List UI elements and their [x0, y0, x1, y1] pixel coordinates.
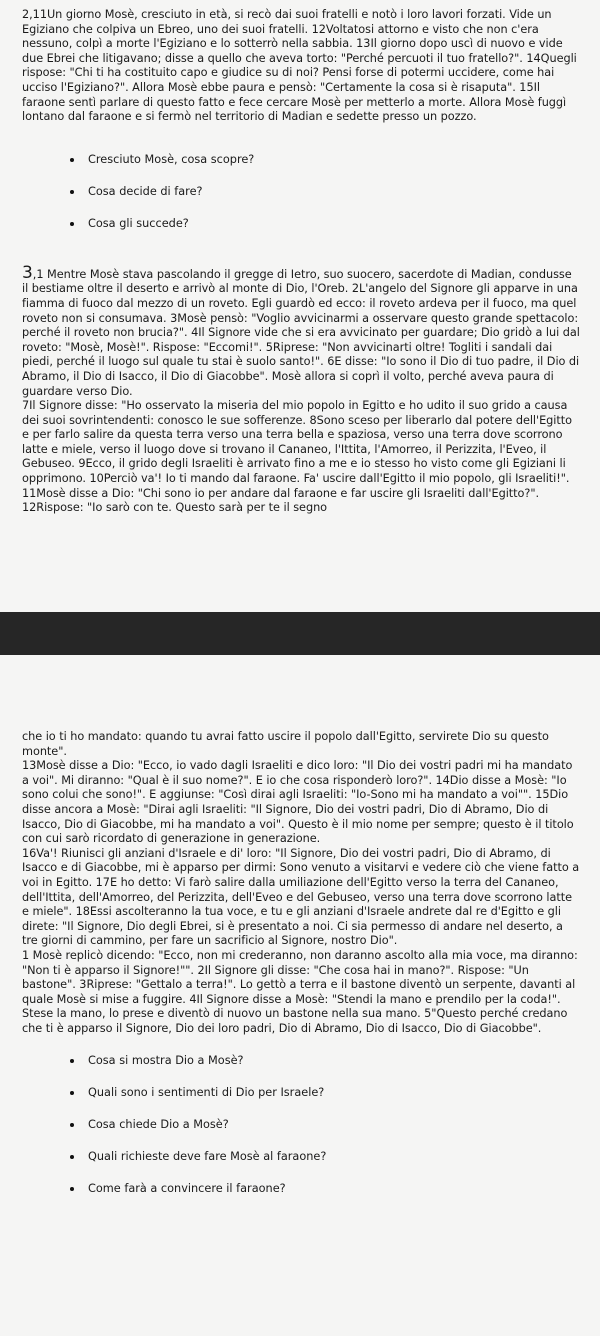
- question-item: Quali richieste deve fare Mosè al faraone?: [22, 1150, 580, 1164]
- question-item: Quali sono i sentimenti di Dio per Israele?: [22, 1086, 580, 1100]
- paragraph-continuation: che io ti ho mandato: quando tu avrai fatto uscire il popolo dall'Egitto, servirete Dio su questo monte".: [22, 730, 549, 758]
- question-list-2: [22, 1054, 580, 1196]
- paragraph-text: ,1 Mentre Mosè stava pascolando il gregge di Ietro, suo suocero, sacerdote di Madian, condusse il bestiame oltre il deserto e arrivò al monte di Dio, l'Oreb. 2L'angelo del Signore gli apparve in una fiamma di fuoco dal mezzo di un roveto. Egli guardò ed ecco: il roveto ardeva per il fuoco, ma quel roveto non si consumava. 3Mosè pensò: "Voglio avvicinarmi a osservare questo grande spettacolo: perché il roveto non brucia?". 4Il Signore vide che si era avvicinato per guardare; Dio gridò a lui dal roveto: "Mosè, Mosè!". Rispose: "Eccomi!". 5Riprese: "Non avvicinarti oltre! Togliti i sandali dai piedi, perché il luogo sul quale tu stai è suolo santo!". 6E disse: "Io sono il Dio di tuo padre, il Dio di Abramo, il Dio di Isacco, il Dio di Giacobbe". Mosè allora si coprì il volto, perché aveva paura di guardare verso Dio.: [22, 267, 580, 398]
- question-item: Cosa decide di fare?: [22, 185, 580, 199]
- question-item: Cosa chiede Dio a Mosè?: [22, 1118, 580, 1132]
- paragraph-exodus-3-16: 16Va'! Riunisci gli anziani d'Israele e di' loro: "Il Signore, Dio dei vostri padri, Dio di Abramo, di Isacco e di Giacobbe, mi è apparso per dirmi: Sono venuto a visitarvi e vedere ciò che viene fatto a voi in Egitto. 17E ho detto: Vi farò salire dalla umiliazione dell'Egitto verso la terra del Cananeo, dell'Ittita, dell'Amorreo, del Perizzita, dell'Eveo e del Gebuseo, verso una terra dove scorrono latte e miele". 18Essi ascolteranno la tua voce, e tu e gli anziani d'Israele andrete dal re d'Egitto e gli direte: "Il Signore, Dio degli Ebrei, si è presentato a noi. Ci sia permesso di andare nel deserto, a tre giorni di cammino, per fare un sacrificio al Signore, nostro Dio".: [22, 846, 580, 948]
- question-item: Cosa si mostra Dio a Mosè?: [22, 1054, 580, 1068]
- question-item: Cosa gli succede?: [22, 217, 580, 231]
- paragraph-exodus-4-1: 1 Mosè replicò dicendo: "Ecco, non mi crederanno, non daranno ascolto alla mia voce, ma diranno: "Non ti è apparso il Signore!"". 2Il Signore gli disse: "Che cosa hai in mano?". Rispose: "Un bastone". 3Riprese: "Gettalo a terra!". Lo gettò a terra e il bastone diventò un serpente, davanti al quale Mosè si mise a fuggire. 4Il Signore disse a Mosè: "Stendi la mano e prendilo per la coda!". Stese la mano, lo prese e diventò di nuovo un bastone nella sua mano. 5"Questo perché credano che ti è apparso il Signore, Dio dei loro padri, Dio di Abramo, Dio di Isacco, Dio di Giacobbe".: [22, 948, 578, 1035]
- document-page-2: [0, 655, 600, 1336]
- paragraph-exodus-3-1: [22, 262, 580, 399]
- paragraph-exodus-2-11: 2,11Un giorno Mosè, cresciuto in età, si recò dai suoi fratelli e notò i loro lavori forzati. Vide un Egiziano che colpiva un Ebreo, uno dei suoi fratelli. 12Voltatosi attorno e visto che non c'era nessuno, colpì a morte l'Egiziano e lo sotterrò nella sabbia. 13Il giorno dopo uscì di nuovo e vide due Ebrei che litigavano; disse a quello che aveva torto: "Perché percuoti il tuo fratello?". 14Quegli rispose: "Chi ti ha costituito capo e giudice su di noi? Pensi forse di potermi uccidere, come hai ucciso l'Egiziano?". Allora Mosè ebbe paura e pensò: "Certamente la cosa si è risaputa". 15Il faraone sentì parlare di questo fatto e fece cercare Mosè per metterlo a morte. Allora Mosè fuggì lontano dal faraone e si fermò nel territorio di Madian e sedette presso un pozzo.: [22, 8, 577, 124]
- document-page-1: [0, 0, 600, 612]
- question-item: Come farà a convincere il faraone?: [22, 1182, 580, 1196]
- page-separator: [0, 612, 600, 655]
- question-list-1: [22, 153, 580, 231]
- question-item: Cresciuto Mosè, cosa scopre?: [22, 153, 580, 167]
- paragraph-exodus-3-7: 7Il Signore disse: "Ho osservato la miseria del mio popolo in Egitto e ho udito il suo grido a causa dei suoi sovrintendenti: conosco le sue sofferenze. 8Sono sceso per liberarlo dal potere dell'Egitto e per farlo salire da questa terra verso una terra bella e spaziosa, verso una terra dove scorrono latte e miele, verso il luogo dove si trovano il Cananeo, l'Ittita, l'Amorreo, il Perizzita, l'Eveo, il Gebuseo. 9Ecco, il grido degli Israeliti è arrivato fino a me e io stesso ho visto come gli Egiziani li opprimono. 10Perciò va'! Io ti mando dal faraone. Fa' uscire dall'Egitto il mio popolo, gli Israeliti!". 11Mosè disse a Dio: "Chi sono io per andare dal faraone e far uscire gli Israeliti dall'Egitto?". 12Rispose: "Io sarò con te. Questo sarà per te il segno: [22, 399, 572, 515]
- chapter-number: 3: [22, 262, 33, 283]
- paragraph-exodus-3-13: 13Mosè disse a Dio: "Ecco, io vado dagli Israeliti e dico loro: "Il Dio dei vostri padri mi ha mandato a voi". Mi diranno: "Qual è il suo nome?". E io che cosa risponderò loro?". 14Dio disse a Mosè: "Io sono colui che sono!". E aggiunse: "Così dirai agli Israeliti: "Io-Sono mi ha mandato a voi"". 15Dio disse ancora a Mosè: "Dirai agli Israeliti: "Il Signore, Dio dei vostri padri, Dio di Abramo, Dio di Isacco, Dio di Giacobbe, mi ha mandato a voi". Questo è il mio nome per sempre; questo è il titolo con cui sarò ricordato di generazione in generazione.: [22, 759, 574, 846]
